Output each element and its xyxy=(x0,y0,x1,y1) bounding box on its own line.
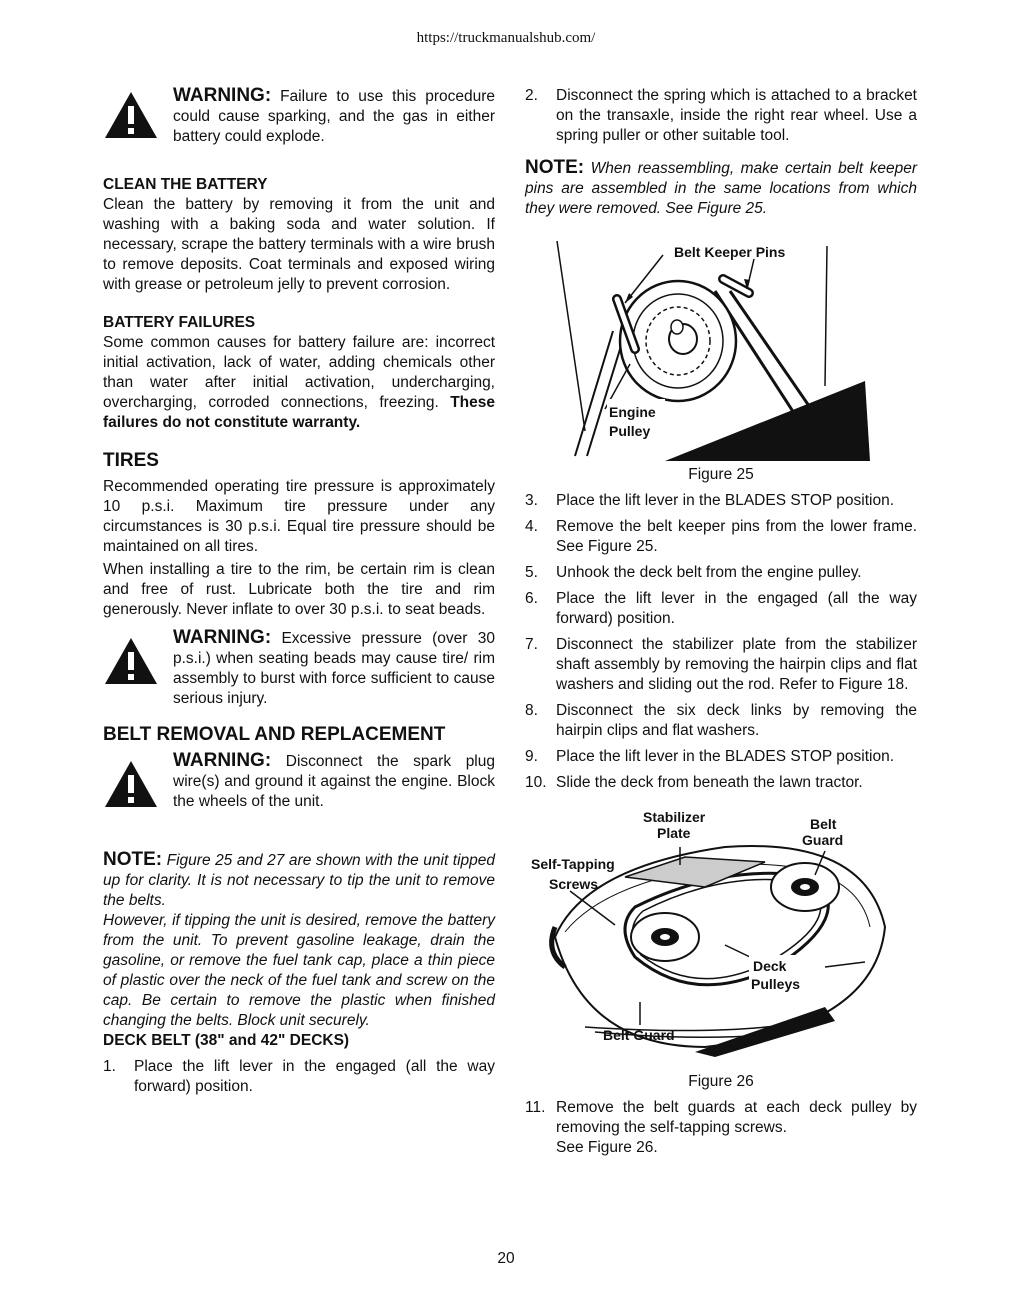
warning-label: WARNING: xyxy=(173,85,272,106)
belt-removal-heading: BELT REMOVAL AND REPLACEMENT xyxy=(103,724,446,745)
engine-label: Engine xyxy=(609,404,656,420)
tires-heading: TIRES xyxy=(103,450,159,471)
step-item: 1. Place the lift lever in the engaged (all the way forward) position. xyxy=(103,1058,495,1095)
warning-tire-pressure xyxy=(103,628,495,709)
figure-25-caption: Figure 25 xyxy=(688,466,754,483)
step-item: 9. Place the lift lever in the BLADES STOP position. xyxy=(525,748,895,765)
pulley-label: Pulley xyxy=(609,423,651,439)
note-tipping: NOTE: Figure 25 and 27 are shown with the unit tipped up for clarity. It is not necessary to tip the unit to remove the belts. xyxy=(103,849,495,909)
note-reassembling: NOTE: When reassembling, make certain belt keeper pins are assembled in the same locations from which they were removed. See Figure 25. xyxy=(525,157,917,217)
warning-text: Excessive pressure (over 30 p.s.i.) when seating beads may cause tire/ rim assembly to burst with force sufficient to cause serious injury. xyxy=(173,630,495,707)
figure-26-caption: Figure 26 xyxy=(688,1073,754,1090)
plate-label: Plate xyxy=(657,825,691,841)
step-item: 6. Place the lift lever in the engaged (all the way forward) position. xyxy=(525,590,917,627)
guard-label: Guard xyxy=(802,832,844,848)
pulleys-label: Pulleys xyxy=(751,976,801,992)
page-number: 20 xyxy=(497,1250,515,1267)
stabilizer-label: Stabilizer xyxy=(643,809,706,825)
deck-label: Deck xyxy=(753,958,787,974)
warning-triangle-icon xyxy=(103,636,159,686)
step-item: 2. Disconnect the spring which is attached to a bracket on the transaxle, inside the right rear wheel. Use a spring puller or other suitable tool. xyxy=(525,87,917,144)
battery-failures-heading: BATTERY FAILURES xyxy=(103,314,256,331)
belt-keeper-pins-label: Belt Keeper Pins xyxy=(674,244,786,260)
self-tapping-label: Self-Tapping xyxy=(531,856,615,872)
warning-label: WARNING: xyxy=(173,627,272,648)
step-item: 7. Disconnect the stabilizer plate from the stabilizer shaft assembly by removing the hairpin clips and flat washers and sliding out the rod. Refer to Figure 18. xyxy=(525,636,917,693)
source-url[interactable]: https://truckmanualshub.com/ xyxy=(416,30,596,46)
step-item: 10. Slide the deck from beneath the lawn tractor. xyxy=(525,774,863,791)
warranty-note: These failures do not constitute warranty. xyxy=(103,394,495,431)
belt-label: Belt xyxy=(810,816,837,832)
note-label: NOTE: xyxy=(103,849,163,870)
tires-paragraph-2: When installing a tire to the rim, be certain rim is clean and free of rust. Lubricate both the tire and rim generously. Never inflate to over 30 p.s.i. to seat beads. xyxy=(103,561,495,618)
figure-25-illustration xyxy=(525,231,917,461)
steps-list xyxy=(525,491,917,793)
tires-paragraph-1: Recommended operating tire pressure is approximately 10 p.s.i. Maximum tire pressure under any circumstances is 30 p.s.i. Equal tire pressure should be maintained on all tires. xyxy=(103,478,495,555)
clean-battery-heading: CLEAN THE BATTERY xyxy=(103,176,268,193)
warning-triangle-icon xyxy=(103,759,159,809)
warning-battery xyxy=(103,86,495,147)
step-item: 8. Disconnect the six deck links by removing the hairpin clips and flat washers. xyxy=(525,702,917,739)
right-column xyxy=(525,86,917,1164)
step-item: 5. Unhook the deck belt from the engine pulley. xyxy=(525,564,862,581)
belt-guard-label: Belt Guard xyxy=(603,1027,675,1043)
left-column xyxy=(103,86,495,1103)
warning-text: Failure to use this procedure could cause sparking, and the gas in either battery could explode. xyxy=(173,88,496,145)
clean-battery-text: Clean the battery by removing it from the unit and washing with a baking soda and water solution. If necessary, scrape the battery terminals with a wire brush to remove deposits. Coat terminals and exposed wiring with grease or petroleum jelly to prevent corrosion. xyxy=(103,196,495,293)
figure-26-illustration xyxy=(525,807,917,1062)
deck-belt-heading: DECK BELT (38" and 42" DECKS) xyxy=(103,1032,350,1049)
battery-failures-text: Some common causes for battery failure are: incorrect initial activation, lack of water, adding chemicals other than water after initial activation, undercharging, overcharging, corroded connections, freezing. These failures do not constitute warranty. xyxy=(103,334,495,431)
step-item: 3. Place the lift lever in the BLADES STOP position. xyxy=(525,492,895,509)
step-item: 4. Remove the belt keeper pins from the lower frame. See Figure 25. xyxy=(525,518,917,555)
step-item: 11. Remove the belt guards at each deck pulley by removing the self-tapping screws. See Figure 26. xyxy=(525,1099,917,1156)
warning-spark-plug xyxy=(103,751,495,812)
warning-label: WARNING: xyxy=(173,750,272,771)
note-label: NOTE: xyxy=(525,157,585,178)
screws-label: Screws xyxy=(549,876,599,892)
warning-text: Disconnect the spark plug wire(s) and ground it against the engine. Block the wheels of the unit. xyxy=(173,753,495,810)
warning-triangle-icon xyxy=(103,90,159,140)
note-tipping-continued: However, if tipping the unit is desired, remove the battery from the unit. To prevent gasoline leakage, drain the gasoline, or remove the fuel tank cap, place a thin piece of plastic over the neck of the fuel tank and screw on the cap. Be certain to remove the plastic when finished changing the belts. Block unit securely. xyxy=(103,912,495,1029)
